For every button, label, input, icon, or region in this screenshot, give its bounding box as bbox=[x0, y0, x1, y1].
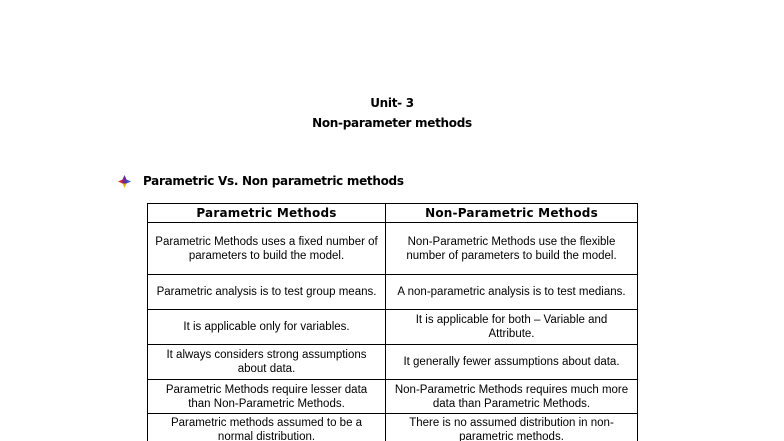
header-non-parametric: Non-Parametric Methods bbox=[386, 204, 638, 223]
table-cell-non-parametric: Non-Parametric Methods requires much more data than Parametric Methods. bbox=[386, 380, 638, 414]
table-cell-parametric: Parametric analysis is to test group means. bbox=[148, 275, 386, 310]
table-cell-parametric: Parametric methods assumed to be a normal distribution. bbox=[148, 414, 386, 441]
table-row bbox=[148, 223, 638, 275]
table-cell-parametric: It always considers strong assumptions about data. bbox=[148, 345, 386, 380]
table-cell-parametric: It is applicable only for variables. bbox=[148, 310, 386, 345]
section-heading-text: Parametric Vs. Non parametric methods bbox=[143, 174, 404, 188]
table-header-row bbox=[148, 204, 638, 223]
table-row bbox=[148, 380, 638, 414]
comparison-table bbox=[147, 203, 638, 441]
table-row bbox=[148, 310, 638, 345]
four-arrow-bullet-icon bbox=[118, 175, 131, 188]
table-cell-parametric: Parametric Methods uses a fixed number of parameters to build the model. bbox=[148, 223, 386, 275]
table-cell-non-parametric: It is applicable for both – Variable and Attribute. bbox=[386, 310, 638, 345]
unit-subtitle: Non-parameter methods bbox=[312, 116, 472, 130]
table-cell-non-parametric: Non-Parametric Methods use the flexible number of parameters to build the model. bbox=[386, 223, 638, 275]
table-cell-parametric: Parametric Methods require lesser data than Non-Parametric Methods. bbox=[148, 380, 386, 414]
unit-title: Unit- 3 bbox=[370, 96, 414, 110]
table-cell-non-parametric: A non-parametric analysis is to test medians. bbox=[386, 275, 638, 310]
section-heading bbox=[118, 174, 404, 188]
header-parametric: Parametric Methods bbox=[148, 204, 386, 223]
table-row bbox=[148, 275, 638, 310]
table-cell-non-parametric: There is no assumed distribution in non-parametric methods. bbox=[386, 414, 638, 441]
table-cell-non-parametric: It generally fewer assumptions about data. bbox=[386, 345, 638, 380]
table-row bbox=[148, 345, 638, 380]
table-row bbox=[148, 414, 638, 441]
